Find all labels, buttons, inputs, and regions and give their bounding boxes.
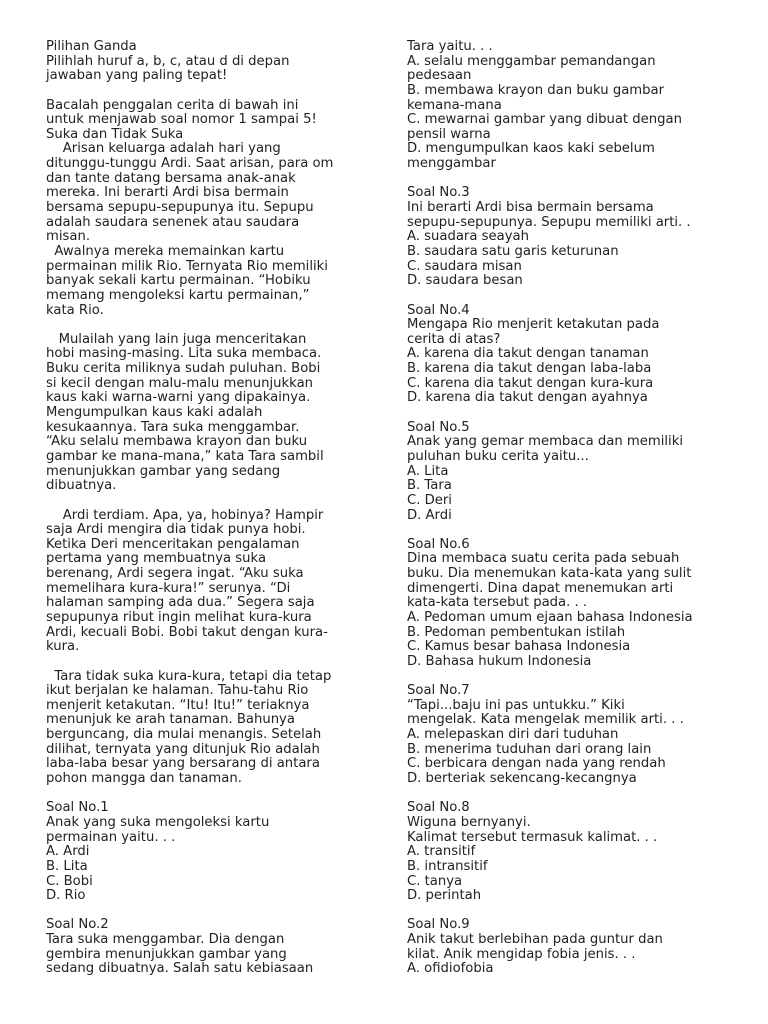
question-heading-5: Soal No.5	[407, 419, 470, 435]
text-line: menunjuk ke arah tanaman. Bahunya	[46, 712, 295, 728]
spacer	[407, 670, 727, 685]
answer-option: D. perintah	[407, 888, 482, 904]
answer-option: A. ofidiofobia	[407, 961, 494, 977]
text-line: mereka. Ini berarti Ardi bisa bermain	[46, 185, 289, 201]
text-line: Tara tidak suka kura-kura, tetapi dia tetap	[46, 668, 332, 684]
answer-option: C. tanya	[407, 873, 463, 889]
text-line: cerita di atas?	[407, 331, 501, 347]
text-line: ditunggu-tunggu Ardi. Saat arisan, para om	[46, 156, 334, 172]
text-line: buku. Dia menemukan kata-kata yang sulit	[407, 566, 692, 582]
text-line: gembira menunjukkan gambar yang	[46, 946, 287, 962]
text-line: “Aku selalu membawa krayon dan buku	[46, 434, 308, 450]
answer-option: D. Bahasa hukum Indonesia	[407, 653, 592, 669]
text-line: Dina membaca suatu cerita pada sebuah	[407, 551, 680, 567]
text-line: banyak sekali kartu permainan. “Hobiku	[46, 273, 311, 289]
text-line: Anik takut berlebihan pada guntur dan	[407, 932, 663, 948]
answer-option: D. berteriak sekencang-kecangnya	[407, 771, 637, 787]
text-line: pohon mangga dan tanaman.	[46, 771, 242, 787]
text-line: kura.	[46, 639, 80, 655]
text-line: permainan milik Rio. Ternyata Rio memiliki	[46, 258, 328, 274]
section-title: Pilihan Ganda	[46, 39, 137, 54]
text-line: kata Rio.	[46, 302, 104, 318]
text-line: memelihara kura-kura!” serunya. “Di	[46, 580, 291, 596]
text-line: gambar ke mana-mana,” kata Tara sambil	[46, 448, 324, 464]
text-line: adalah saudara senenek atau saudara	[46, 214, 300, 230]
text-line: Ardi, kecuali Bobi. Bobi takut dengan kura-	[46, 624, 328, 640]
text-line: misan.	[46, 229, 91, 245]
text-line: menjerit ketakutan. “Itu! Itu!” teriaknya	[46, 697, 310, 713]
spacer	[46, 787, 368, 802]
text-line: si kecil dengan malu-malu menunjukkan	[46, 375, 314, 391]
text-line: mengelak. Kata mengelak memilik arti. . .	[407, 712, 684, 728]
text-line: pensil warna	[407, 126, 491, 142]
answer-option: A. transitif	[407, 844, 476, 860]
text-line: dan tante datang bersama anak-anak	[46, 170, 296, 186]
answer-option: C. Bobi	[46, 873, 93, 889]
text-line: sedang dibuatnya. Salah satu kebiasaan	[46, 961, 314, 977]
text-line: dibuatnya.	[46, 478, 117, 494]
text-line: Pilihlah huruf a, b, c, atau d di depan	[46, 53, 290, 69]
text-line: berguncang, dia mulai menangis. Setelah	[46, 727, 322, 743]
text-line: ikut berjalan ke halaman. Tahu-tahu Rio	[46, 683, 309, 699]
answer-option: B. membawa krayon dan buku gambar	[407, 82, 664, 98]
answer-option: B. Tara	[407, 478, 452, 494]
text-line: berenang, Ardi segera ingat. “Aku suka	[46, 566, 304, 582]
answer-option: C. saudara misan	[407, 258, 522, 274]
text-line: bersama sepupu-sepupunya itu. Sepupu	[46, 200, 314, 216]
spacer	[407, 406, 727, 421]
text-line: kesukaannya. Tara suka menggambar.	[46, 419, 300, 435]
text-line: Mengumpulkan kaus kaki adalah	[46, 405, 263, 421]
text-line: permainan yaitu. . .	[46, 829, 176, 845]
text-line: Tara yaitu. . .	[407, 39, 493, 54]
text-line: pedesaan	[407, 68, 472, 84]
text-line: pertama yang membuatnya suka	[46, 551, 267, 567]
text-line: kilat. Anik mengidap fobia jenis. . .	[407, 946, 636, 962]
question-heading-3: Soal No.3	[407, 185, 470, 201]
text-line: Mulailah yang lain juga menceritakan	[46, 331, 307, 347]
answer-option: D. Ardi	[407, 507, 452, 523]
text-line: Anak yang suka mengoleksi kartu	[46, 814, 270, 830]
text-line: Anak yang gemar membaca dan memiliki	[407, 434, 684, 450]
answer-option: A. Ardi	[46, 844, 90, 860]
text-line: Tara suka menggambar. Dia dengan	[46, 932, 285, 948]
spacer	[46, 494, 368, 509]
text-line: Mengapa Rio menjerit ketakutan pada	[407, 317, 660, 333]
spacer	[46, 904, 368, 919]
text-line: menunjukkan gambar yang sedang	[46, 463, 281, 479]
text-line: “Tapi...baju ini pas untukku.” Kiki	[407, 697, 625, 713]
answer-option: D. Rio	[46, 888, 86, 904]
question-heading-4: Soal No.4	[407, 302, 470, 318]
text-line: dimengerti. Dina dapat menemukan arti	[407, 580, 674, 596]
text-line: Ardi terdiam. Apa, ya, hobinya? Hampir	[46, 507, 324, 523]
answer-option: A. suadara seayah	[407, 229, 529, 245]
text-line: puluhan buku cerita yaitu...	[407, 448, 589, 464]
question-heading-9: Soal No.9	[407, 917, 470, 933]
answer-option: C. Kamus besar bahasa Indonesia	[407, 639, 631, 655]
text-line: menggambar	[407, 156, 496, 172]
answer-option: C. Deri	[407, 492, 452, 508]
text-line: sepupunya ribut ingin melihat kura-kura	[46, 609, 312, 625]
question-heading-7: Soal No.7	[407, 683, 470, 699]
question-heading-1: Soal No.1	[46, 800, 109, 816]
text-line: hobi masing-masing. Lita suka membaca.	[46, 346, 322, 362]
answer-option: C. mewarnai gambar yang dibuat dengan	[407, 112, 682, 128]
text-line: untuk menjawab soal nomor 1 sampai 5!	[46, 112, 317, 128]
answer-option: D. mengumpulkan kaos kaki sebelum	[407, 141, 655, 157]
answer-option: A. selalu menggambar pemandangan	[407, 53, 656, 69]
story-title: Suka dan Tidak Suka	[46, 126, 184, 142]
text-line: Kalimat tersebut termasuk kalimat. . .	[407, 829, 658, 845]
spacer	[46, 655, 368, 670]
text-line: Bacalah penggalan cerita di bawah ini	[46, 97, 299, 113]
text-line: Arisan keluarga adalah hari yang	[46, 141, 281, 157]
text-line: kaus kaki warna-warni yang dipakainya.	[46, 390, 311, 406]
text-line: Buku cerita miliknya sudah puluhan. Bobi	[46, 361, 321, 377]
text-line: halaman samping ada dua.” Segera saja	[46, 595, 315, 611]
answer-option: B. Pedoman pembentukan istilah	[407, 624, 626, 640]
answer-option: A. Lita	[407, 463, 449, 479]
answer-option: A. karena dia takut dengan tanaman	[407, 346, 649, 362]
answer-option: B. saudara satu garis keturunan	[407, 243, 619, 259]
answer-option: D. saudara besan	[407, 273, 523, 289]
question-heading-2: Soal No.2	[46, 917, 109, 933]
answer-option: B. Lita	[46, 858, 88, 874]
text-line: Awalnya mereka memainkan kartu	[46, 243, 285, 259]
spacer	[407, 904, 727, 919]
right-column	[407, 40, 727, 977]
spacer	[407, 787, 727, 802]
spacer	[46, 84, 368, 99]
text-line: memang mengoleksi kartu permainan,”	[46, 287, 310, 303]
answer-option: C. berbicara dengan nada yang rendah	[407, 756, 666, 772]
left-column	[46, 40, 368, 977]
text-line: dilihat, ternyata yang ditunjuk Rio adalah	[46, 741, 320, 757]
answer-option: A. melepaskan diri dari tuduhan	[407, 727, 619, 743]
text-line: Ini berarti Ardi bisa bermain bersama	[407, 200, 654, 216]
answer-option: B. karena dia takut dengan laba-laba	[407, 361, 652, 377]
answer-option: D. karena dia takut dengan ayahnya	[407, 390, 648, 406]
answer-option: A. Pedoman umum ejaan bahasa Indonesia	[407, 609, 693, 625]
text-line: saja Ardi mengira dia tidak punya hobi.	[46, 522, 306, 538]
text-line: laba-laba besar yang bersarang di antara	[46, 756, 320, 772]
spacer	[46, 318, 368, 333]
text-line: kemana-mana	[407, 97, 502, 113]
text-line: jawaban yang paling tepat!	[46, 68, 228, 84]
question-heading-8: Soal No.8	[407, 800, 470, 816]
text-line: Wiguna bernyanyi.	[407, 814, 531, 830]
spacer	[407, 523, 727, 538]
spacer	[407, 172, 727, 187]
question-heading-6: Soal No.6	[407, 536, 470, 552]
answer-option: B. menerima tuduhan dari orang lain	[407, 741, 652, 757]
answer-option: C. karena dia takut dengan kura-kura	[407, 375, 654, 391]
text-line: Ketika Deri menceritakan pengalaman	[46, 536, 300, 552]
text-line: kata-kata tersebut pada. . .	[407, 595, 588, 611]
spacer	[407, 289, 727, 304]
answer-option: B. intransitif	[407, 858, 488, 874]
text-line: sepupu-sepupunya. Sepupu memiliki arti. .	[407, 214, 691, 230]
